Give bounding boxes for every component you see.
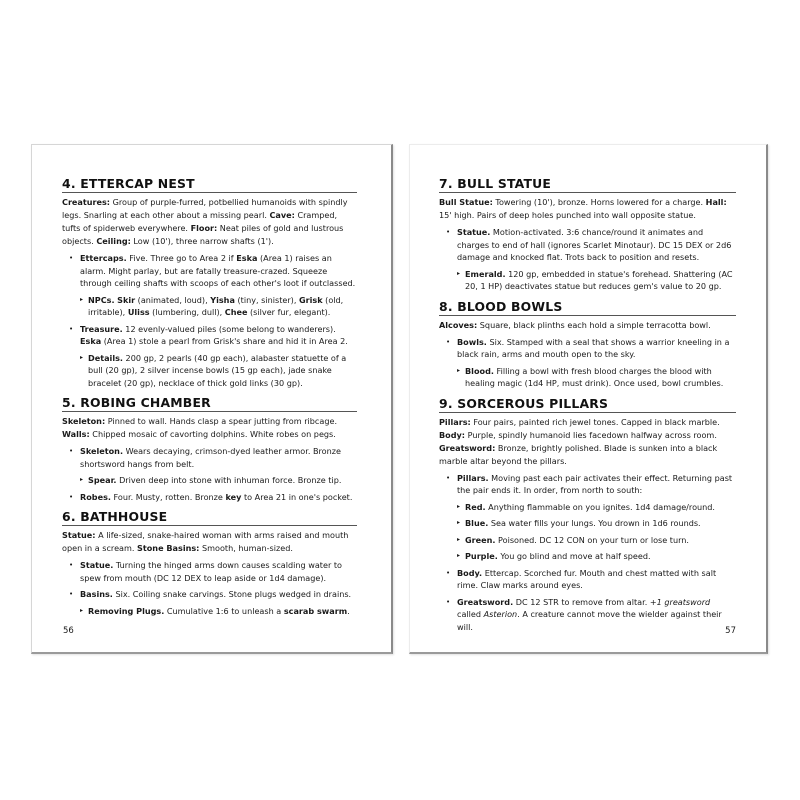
sub-list-item xyxy=(457,365,736,390)
item-italic: Asterion xyxy=(483,609,518,619)
section-title: 5. ROBING CHAMBER xyxy=(62,395,357,412)
list-item xyxy=(446,567,736,592)
npc-name: Skir xyxy=(117,294,136,305)
section-intro xyxy=(439,416,736,468)
intro-text: Chipped mosaic of cavorting dolphins. White robes on pegs. xyxy=(89,429,336,439)
intro-label: Bull Statue: xyxy=(439,197,493,207)
left-page xyxy=(31,144,393,654)
section-title: 8. BLOOD BOWLS xyxy=(439,299,736,316)
section-intro xyxy=(62,415,357,441)
intro-text: Square, black plinths each hold a simple terracotta bowl. xyxy=(477,319,711,330)
npc-name: Chee xyxy=(224,307,248,317)
sub-list-item xyxy=(457,517,736,530)
item-label: Bowls. xyxy=(457,336,487,347)
item-text: Wears decaying, crimson-dyed leather armor. Bronze shortsword hangs from belt. xyxy=(80,446,341,469)
item-text: Six. Coiling snake carvings. Stone plugs wedged in drains. xyxy=(112,589,352,599)
item-label: Body. xyxy=(457,567,483,578)
sub-list-item xyxy=(457,268,736,293)
intro-label: Pillars: xyxy=(439,416,471,427)
item-label: Basins. xyxy=(80,589,113,599)
item-text: Five. Three go to Area 2 if xyxy=(126,253,237,263)
intro-text: Low (10'), three narrow shafts (1'). xyxy=(130,236,274,246)
item-text: . A creature cannot move the wielder against their will. xyxy=(457,609,722,632)
item-text: . xyxy=(347,605,350,616)
sub-list-item xyxy=(80,352,357,390)
sub-list-item xyxy=(457,550,736,563)
item-label: NPCs. xyxy=(88,294,115,305)
item-text: Poisoned. DC 12 CON on your turn or lose turn. xyxy=(495,534,689,545)
item-text: Driven deep into stone with inhuman force. Bronze tip. xyxy=(116,475,342,485)
list-item xyxy=(446,472,736,497)
item-label: Ettercaps. xyxy=(80,253,127,263)
npc-desc: (old, irritable), xyxy=(88,294,344,317)
bullet-list xyxy=(62,445,357,503)
intro-text: Four pairs, painted rich jewel tones. Capped in black marble. xyxy=(470,416,720,427)
intro-label: Ceiling: xyxy=(96,236,131,246)
sub-list-item xyxy=(457,534,736,547)
npc-desc: (silver fur, elegant). xyxy=(247,307,331,317)
intro-text: Bronze, brightly polished. Blade is sunken into a black marble altar beyond the pillars. xyxy=(439,442,718,466)
npc-name: Grisk xyxy=(298,294,323,305)
bullet-list xyxy=(62,252,357,389)
intro-label: Statue: xyxy=(62,530,96,540)
intro-text: Group of purple-furred, potbellied humanoids with spindly legs. Snarling at each other about a missing pearl. xyxy=(62,197,348,220)
npc-desc: (tiny, sinister), xyxy=(234,294,299,305)
intro-text: Cramped, tufts of spiderweb everywhere. xyxy=(62,210,338,233)
item-bold: Eska xyxy=(80,336,102,346)
intro-label: Floor: xyxy=(190,223,218,233)
section-bathhouse xyxy=(62,509,357,617)
item-label: Robes. xyxy=(80,491,111,502)
item-text: (Area 1) stole a pearl from Grisk's share and hid it in Area 2. xyxy=(101,336,348,346)
intro-label: Skeleton: xyxy=(62,416,106,426)
list-item xyxy=(69,445,357,470)
item-text: Cumulative 1:6 to unleash a xyxy=(164,605,284,616)
intro-label: Walls: xyxy=(62,429,90,439)
intro-label: Alcoves: xyxy=(439,319,478,330)
page-number: 56 xyxy=(63,626,74,636)
section-ettercap-nest xyxy=(62,176,357,389)
section-intro xyxy=(439,319,736,332)
item-text: to Area 21 in one's pocket. xyxy=(241,491,353,502)
sub-list-item xyxy=(80,294,357,319)
item-label: Treasure. xyxy=(80,323,123,334)
right-page xyxy=(409,144,768,654)
intro-text: Neat piles of gold and lustrous objects. xyxy=(62,223,344,246)
left-page-content xyxy=(62,176,357,623)
item-label: Skeleton. xyxy=(80,446,124,456)
sub-list-item xyxy=(80,474,357,487)
item-label: Statue. xyxy=(80,560,114,570)
section-robing-chamber xyxy=(62,395,357,503)
item-text: Moving past each pair activates their effect. Returning past the pair ends it. In order, from north to south: xyxy=(457,472,733,495)
item-label: Purple. xyxy=(465,551,498,561)
intro-label: Hall: xyxy=(705,197,727,207)
page-number: 57 xyxy=(725,626,736,636)
sub-list-item xyxy=(80,605,357,618)
item-bold: scarab swarm xyxy=(283,605,348,616)
list-item xyxy=(446,226,736,264)
section-intro xyxy=(439,196,736,222)
item-label: Removing Plugs. xyxy=(88,605,165,616)
intro-text: A life-sized, snake-haired woman with arms raised and mouth open in a scream. xyxy=(62,530,349,553)
item-text: 200 gp, 2 pearls (40 gp each), alabaster statuette of a bull (20 gp), 2 silver incense bowls (15 gp each), jade snake bracelet (20 gp), necklace of thick gold links (30 gp). xyxy=(88,352,347,388)
item-text: Anything flammable on you ignites. 1d4 damage/round. xyxy=(485,501,715,512)
item-text: called xyxy=(457,609,484,619)
intro-label: Body: xyxy=(439,429,466,440)
item-bold: key xyxy=(225,491,242,502)
intro-text: Pinned to wall. Hands clasp a spear jutting from ribcage. xyxy=(105,416,338,426)
section-blood-bowls xyxy=(439,299,736,390)
right-page-content xyxy=(439,176,736,639)
item-text: Six. Stamped with a seal that shows a warrior kneeling in a black rain, arms and mouth open to the sky. xyxy=(457,336,730,359)
section-intro xyxy=(62,196,357,248)
intro-text: Purple, spindly humanoid lies facedown halfway across room. xyxy=(465,429,717,440)
item-text: Motion-activated. 3:6 chance/round it animates and charges to end of hall (ignores Scarlet Minotaur). DC 15 DEX or 2d6 damage and knocked flat. Trots back to position and resets. xyxy=(457,227,732,262)
item-label: Emerald. xyxy=(465,268,506,279)
item-text: Sea water fills your lungs. You drown in 1d6 rounds. xyxy=(488,518,701,528)
intro-label: Cave: xyxy=(269,210,295,220)
npc-name: Uliss xyxy=(127,307,150,317)
item-text: Four. Musty, rotten. Bronze xyxy=(110,491,226,502)
intro-label: Stone Basins: xyxy=(137,543,200,553)
section-bull-statue xyxy=(439,176,736,293)
list-item xyxy=(446,596,736,634)
section-title: 7. BULL STATUE xyxy=(439,176,736,193)
item-label: Statue. xyxy=(457,227,491,237)
intro-text: Smooth, human-sized. xyxy=(199,543,293,553)
list-item xyxy=(69,588,357,601)
intro-label: Creatures: xyxy=(62,197,111,207)
bullet-list xyxy=(439,336,736,390)
intro-label: Greatsword: xyxy=(439,442,496,453)
list-item xyxy=(69,252,357,290)
item-text: Turning the hinged arms down causes scalding water to spew from mouth (DC 12 DEX to leap aside or 1d4 damage). xyxy=(80,560,342,583)
item-text: You go blind and move at half speed. xyxy=(497,551,651,561)
section-title: 9. SORCEROUS PILLARS xyxy=(439,396,736,413)
item-text: 12 evenly-valued piles (some belong to wanderers). xyxy=(122,323,336,334)
item-italic: +1 greatsword xyxy=(649,596,711,607)
npc-desc: (lumbering, dull), xyxy=(149,307,225,317)
npc-name: Yisha xyxy=(210,294,235,305)
list-item xyxy=(69,323,357,348)
section-title: 6. BATHHOUSE xyxy=(62,509,357,526)
item-label: Blood. xyxy=(465,365,494,376)
section-title: 4. ETTERCAP NEST xyxy=(62,176,357,193)
item-text: Filling a bowl with fresh blood charges the blood with healing magic (1d4 HP, must drink). Once used, bowl crumbles. xyxy=(465,365,724,388)
npc-desc: (animated, loud), xyxy=(135,294,211,305)
item-bold: Eska xyxy=(236,253,258,263)
bullet-list xyxy=(439,472,736,634)
bullet-list xyxy=(62,559,357,617)
sub-list-item xyxy=(457,501,736,514)
item-label: Spear. xyxy=(88,475,117,485)
bullet-list xyxy=(439,226,736,293)
list-item xyxy=(69,491,357,504)
item-label: Red. xyxy=(465,501,486,512)
item-text: (Area 1) raises an alarm. Might parlay, but are fatally treasure-crazed. Squeeze through ceiling shafts with scoops of each other's loot if outclassed. xyxy=(80,253,356,288)
item-label: Green. xyxy=(465,534,496,545)
item-label: Blue. xyxy=(465,518,489,528)
section-sorcerous-pillars xyxy=(439,396,736,634)
item-label: Details. xyxy=(88,352,123,363)
item-label: Pillars. xyxy=(457,472,489,483)
list-item xyxy=(69,559,357,584)
intro-text: Towering (10'), bronze. Horns lowered for a charge. xyxy=(492,197,706,207)
item-text: 120 gp, embedded in statue's forehead. Shattering (AC 20, 1 HP) deactivates statue but reduces gem's value to 20 gp. xyxy=(465,268,733,291)
section-intro xyxy=(62,529,357,555)
list-item xyxy=(446,336,736,361)
item-text: DC 12 STR to remove from altar. xyxy=(513,596,650,607)
intro-text: 15' high. Pairs of deep holes punched into wall opposite statue. xyxy=(439,210,696,220)
item-text: Ettercap. Scorched fur. Mouth and chest matted with salt rime. Claw marks around eyes. xyxy=(457,567,717,590)
item-label: Greatsword. xyxy=(457,596,514,607)
